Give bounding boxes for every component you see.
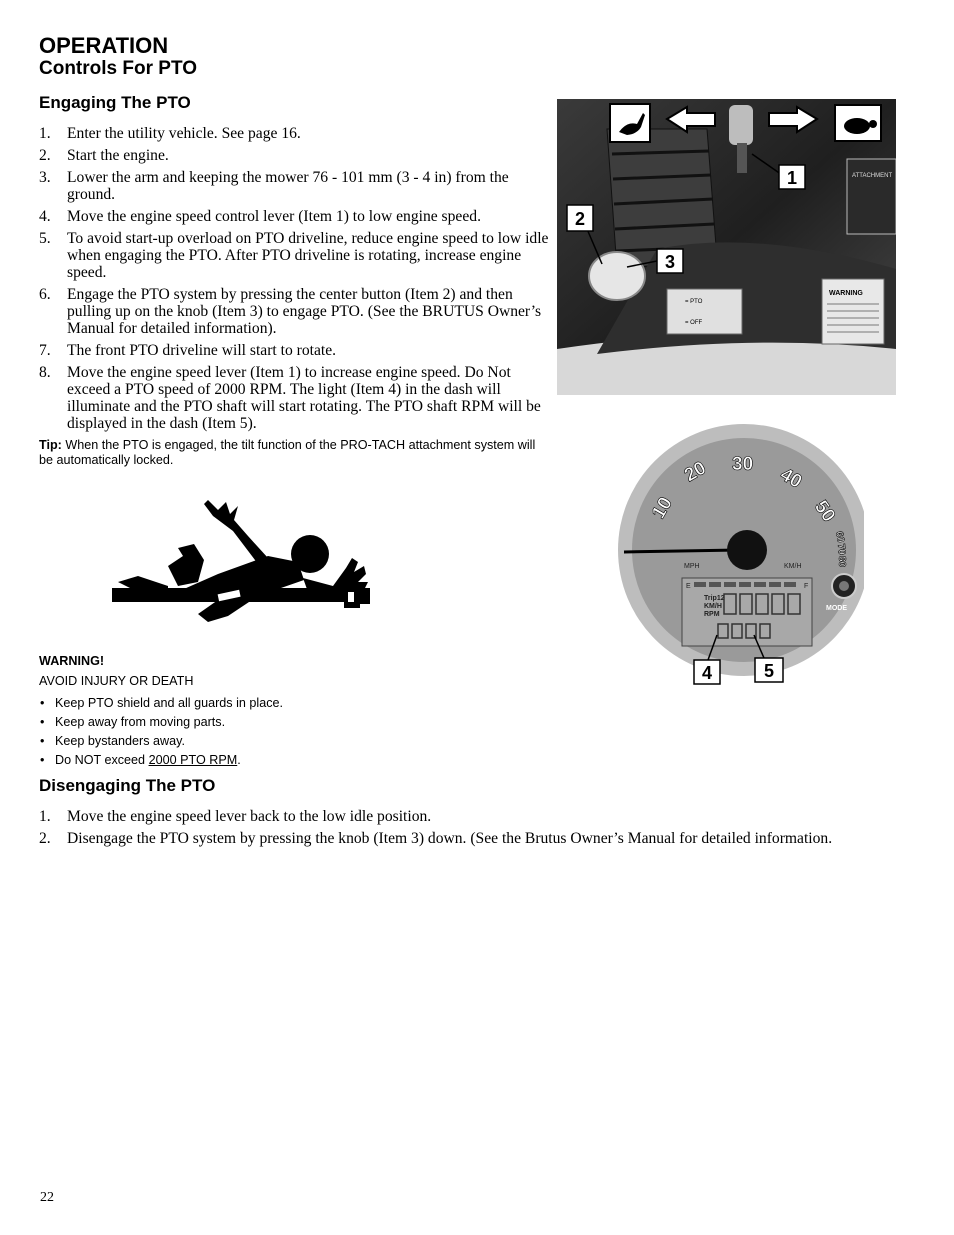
step-number: 6. <box>39 286 51 303</box>
lcd-label-kmh: KM/H <box>704 603 722 610</box>
rabbit-fast-icon <box>610 104 650 142</box>
pto-controls-photo <box>557 99 896 395</box>
list-item <box>39 364 549 432</box>
pto-off-decal-text: = OFF <box>685 320 703 326</box>
speed-mark-10: 10 <box>648 493 677 523</box>
list-item <box>39 751 283 770</box>
step-number: 5. <box>39 230 51 247</box>
step-number: 2. <box>39 147 51 164</box>
step-number: 2. <box>39 830 51 847</box>
engaging-steps <box>39 125 549 437</box>
dashboard-gauge <box>614 420 864 690</box>
warning-item: Keep bystanders away. <box>55 734 185 748</box>
callout-1: 1 <box>786 168 798 188</box>
units-kmh: KM/H <box>784 563 802 570</box>
step-text: Enter the utility vehicle. See page 16. <box>67 125 301 142</box>
list-item <box>39 808 889 825</box>
lcd-label-trip: Trip12 <box>704 595 725 602</box>
disengaging-heading: Disengaging The PTO <box>39 776 216 795</box>
step-text: Move the engine speed control lever (Item 1) to low engine speed. <box>67 208 481 225</box>
callout-2: 2 <box>574 209 586 229</box>
step-number: 4. <box>39 208 51 225</box>
fuel-full-label: F <box>804 583 809 590</box>
lcd-display <box>682 578 812 646</box>
step-text: Disengage the PTO system by pressing the knob (Item 3) down. (See the Brutus Owner’s Manual for detailed information. <box>67 830 833 847</box>
list-item <box>39 286 549 337</box>
warning-title: WARNING! <box>39 654 105 668</box>
warning-item: Keep away from moving parts. <box>55 715 226 729</box>
callout-4: 4 <box>701 663 713 683</box>
list-item <box>39 208 549 225</box>
subsection-title: Controls For PTO <box>39 58 197 79</box>
list-item <box>39 230 549 281</box>
entanglement-warning-pictogram <box>108 496 378 634</box>
step-text: Start the engine. <box>67 147 169 164</box>
page-number: 22 <box>40 1190 54 1205</box>
lcd-label-rpm: RPM <box>704 611 720 618</box>
warning-subtitle: AVOID INJURY OR DEATH <box>39 674 194 688</box>
step-text: Lower the arm and keeping the mower 76 - 101 mm (3 - 4 in) from the ground. <box>67 169 509 203</box>
disengaging-steps <box>39 808 889 852</box>
list-item <box>39 342 549 359</box>
step-text: The front PTO driveline will start to rotate. <box>67 342 337 359</box>
speed-mark-70: 70 <box>835 543 847 556</box>
bullet: • <box>40 696 45 710</box>
list-item <box>39 713 283 732</box>
step-number: 1. <box>39 808 51 825</box>
mode-label: MODE <box>826 605 847 612</box>
warning-item: Do NOT exceed <box>55 753 149 767</box>
bullet: • <box>40 715 45 729</box>
speed-mark-80: 80 <box>836 556 847 568</box>
list-item <box>39 125 549 142</box>
bullet: • <box>40 753 45 767</box>
step-text: Engage the PTO system by pressing the center button (Item 2) and then pulling up on the knob (Item 3) to engage PTO. (See the BRUTUS Owner’s Manual for detailed information). <box>67 286 542 337</box>
warning-item-end: . <box>237 753 241 767</box>
needle-hub <box>727 530 767 570</box>
tip-text: When the PTO is engaged, the tilt function of the PRO-TACH attachment system will be automatically locked. <box>39 438 536 467</box>
list-item <box>39 147 549 164</box>
speed-mark-40: 40 <box>776 464 806 493</box>
step-number: 3. <box>39 169 51 186</box>
speed-mark-20: 20 <box>681 457 710 487</box>
list-item <box>39 694 283 713</box>
speed-mark-50: 50 <box>809 496 840 527</box>
step-number: 1. <box>39 125 51 142</box>
list-item <box>39 732 283 751</box>
step-text: Move the engine speed lever back to the low idle position. <box>67 808 432 825</box>
warning-item: Keep PTO shield and all guards in place. <box>55 696 283 710</box>
list-item <box>39 830 889 847</box>
step-text: To avoid start-up overload on PTO driveline, reduce engine speed to low idle when engaging the PTO. After PTO driveline is rotating, increase engine speed. <box>67 230 549 281</box>
tip-note <box>39 438 551 467</box>
warning-list <box>39 694 283 770</box>
bullet: • <box>40 734 45 748</box>
attachment-decal-text: ATTACHMENT <box>852 173 893 179</box>
list-item <box>39 169 549 203</box>
step-number: 8. <box>39 364 51 381</box>
tip-label: Tip: <box>39 438 62 452</box>
rpm-limit: 2000 PTO RPM <box>148 753 238 767</box>
callout-5: 5 <box>763 661 775 681</box>
callout-3: 3 <box>664 252 676 272</box>
fuel-empty-label: E <box>686 583 691 590</box>
engaging-heading: Engaging The PTO <box>39 93 191 112</box>
step-text: Move the engine speed lever (Item 1) to increase engine speed. Do Not exceed a PTO speed of 2000 RPM. The light (Item 4) in the dash will illuminate and the PTO shaft will start rotating. The PTO shaft RPM will be displayed in the dash (Item 5). <box>67 364 541 432</box>
speed-mark-60: 60 <box>833 530 846 544</box>
speed-mark-30: 30 <box>732 454 754 475</box>
gauge-needle <box>624 550 739 552</box>
pto-decal-text: = PTO <box>685 299 703 305</box>
warning-decal-text: WARNING <box>829 290 863 297</box>
units-mph: MPH <box>684 563 700 570</box>
section-title: OPERATION <box>39 33 169 58</box>
turtle-slow-icon <box>835 105 881 141</box>
step-number: 7. <box>39 342 51 359</box>
